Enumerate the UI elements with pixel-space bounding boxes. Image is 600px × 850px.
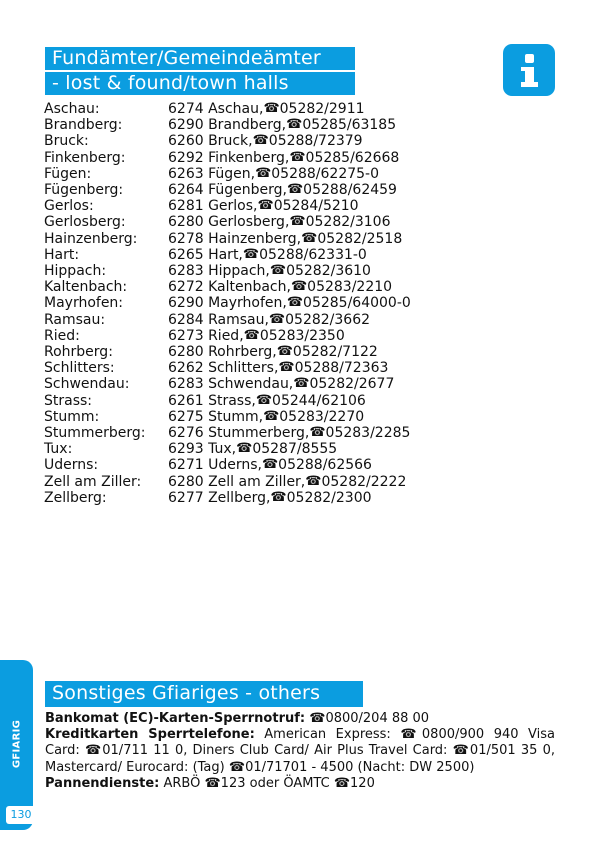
list-item <box>44 312 411 328</box>
list-item <box>44 295 411 311</box>
list-item <box>44 231 411 247</box>
town-phone: 05282/2300 <box>286 489 372 506</box>
town-name: Ried: <box>44 327 80 344</box>
town-address: 6281 Gerlos, <box>168 198 258 215</box>
amex-text: American Express: <box>254 727 401 743</box>
list-item <box>44 182 411 198</box>
diners-phone: 01/501 35 0 <box>469 743 551 759</box>
town-address: 6261 Strass, <box>168 392 256 409</box>
list-item <box>44 166 411 182</box>
credit-card-block <box>45 727 555 776</box>
phone-icon: ☎ <box>278 360 295 376</box>
town-phone: 05288/72379 <box>268 133 363 150</box>
phone-icon: ☎ <box>269 263 287 279</box>
town-phone: 05283/2270 <box>279 408 365 425</box>
phone-icon: ☎ <box>276 344 293 360</box>
phone-icon: ☎ <box>333 775 351 791</box>
town-address: 6280 Gerlosberg, <box>168 214 290 231</box>
list-item <box>44 214 411 230</box>
town-name: Schlitters: <box>44 360 115 377</box>
phone-icon: ☎ <box>452 743 470 759</box>
town-name: Bruck: <box>44 133 89 150</box>
phone-icon: ☎ <box>261 457 279 473</box>
phone-icon: ☎ <box>293 376 310 392</box>
bankomat-line <box>45 711 555 727</box>
town-name: Stummerberg: <box>44 425 146 442</box>
town-phone: 05282/3662 <box>285 311 371 328</box>
town-name: Tux: <box>44 441 73 458</box>
diners-text: , Diners Club Card/ Air Plus Travel Card: <box>183 743 453 759</box>
phone-icon: ☎ <box>252 133 269 149</box>
arbo-phone: 123 <box>220 775 246 791</box>
section-title-line1: Fundämter/Gemeindeämter <box>45 47 355 70</box>
list-item <box>44 393 411 409</box>
town-name: Stumm: <box>44 408 100 425</box>
town-phone: 05287/8555 <box>252 441 338 458</box>
town-phone: 05284/5210 <box>273 198 359 215</box>
town-name: Kaltenbach: <box>44 279 128 296</box>
town-phone: 05282/2677 <box>309 376 395 393</box>
phone-icon: ☎ <box>263 101 280 116</box>
phone-icon: ☎ <box>305 473 322 489</box>
town-address: 6277 Zellberg, <box>168 489 271 506</box>
visa-text: Visa Card: <box>45 727 555 759</box>
list-item <box>44 490 411 506</box>
town-phone: 05282/3106 <box>305 214 391 231</box>
town-name: Finkenberg: <box>44 149 126 166</box>
town-phone: 05285/63185 <box>302 117 397 134</box>
oamtc-phone: 120 <box>350 775 375 791</box>
phone-icon: ☎ <box>286 182 304 198</box>
list-item <box>44 328 411 344</box>
list-item <box>44 117 411 133</box>
town-phone: 05283/2285 <box>325 425 411 442</box>
town-name: Rohrberg: <box>44 344 113 361</box>
list-item <box>44 198 411 214</box>
town-name: Fügen: <box>44 165 92 182</box>
visa-phone: 01/711 11 0 <box>102 743 184 759</box>
phone-icon: ☎ <box>263 408 280 424</box>
town-address: 6290 Mayrhofen, <box>168 295 287 312</box>
pannen-label: Pannendienste: <box>45 775 160 791</box>
town-name: Mayrhofen: <box>44 295 124 312</box>
phone-icon: ☎ <box>204 775 221 791</box>
town-phone: 05282/2518 <box>317 230 403 247</box>
list-item <box>44 409 411 425</box>
town-name: Aschau: <box>44 101 100 117</box>
credit-label: Kreditkarten Sperrtelefone: <box>45 727 255 743</box>
town-phone: 05288/72363 <box>294 360 389 377</box>
town-address: 6260 Bruck, <box>168 133 253 150</box>
oamtc-text: oder ÖAMTC <box>245 775 334 791</box>
side-tab-label: GFIARIG <box>11 719 23 769</box>
town-phone: 05283/2350 <box>259 327 345 344</box>
town-address: 6293 Tux, <box>168 441 237 458</box>
list-item <box>44 360 411 376</box>
town-address: 6263 Fügen, <box>168 165 256 182</box>
town-name: Strass: <box>44 392 93 409</box>
town-phone: 05288/62275-0 <box>271 165 380 182</box>
phone-icon: ☎ <box>286 117 303 133</box>
phone-icon: ☎ <box>400 727 422 743</box>
town-phone: 05288/62459 <box>303 182 397 199</box>
phone-icon: ☎ <box>309 425 326 441</box>
town-address: 6284 Ramsau, <box>168 311 269 328</box>
town-phone: 05244/62106 <box>272 392 366 409</box>
town-name: Brandberg: <box>44 117 123 134</box>
town-address: 6290 Brandberg, <box>168 117 287 134</box>
side-tab <box>0 660 33 830</box>
town-phone: 05285/64000-0 <box>303 295 411 312</box>
list-item <box>44 344 411 360</box>
town-name: Hippach: <box>44 263 107 280</box>
others-section <box>45 711 555 792</box>
town-phone: 05282/2911 <box>279 101 365 117</box>
master-text: , Mastercard/ Eurocard: (Tag) <box>45 743 556 775</box>
town-address: 6278 Hainzenberg, <box>168 230 302 247</box>
phone-icon: ☎ <box>290 279 308 295</box>
town-phone: 05282/2222 <box>321 473 407 490</box>
town-name: Zell am Ziller: <box>44 473 142 490</box>
town-address: 6265 Hart, <box>168 246 243 263</box>
list-item <box>44 474 411 490</box>
phone-icon: ☎ <box>255 392 273 408</box>
arbo-text: ARBÖ <box>159 775 205 791</box>
town-phone: 05288/62566 <box>278 457 372 474</box>
town-address: 6262 Schlitters, <box>168 360 279 377</box>
town-hall-list <box>44 101 411 506</box>
town-address: 6280 Rohrberg, <box>168 344 277 361</box>
night-text: (Nacht: DW 2500) <box>353 759 475 775</box>
pannen-line <box>45 776 555 792</box>
town-name: Ramsau: <box>44 311 106 328</box>
town-name: Fügenberg: <box>44 182 124 199</box>
town-address: 6276 Stummerberg, <box>168 425 310 442</box>
town-address: 6272 Kaltenbach, <box>168 279 291 296</box>
town-address: 6292 Finkenberg, <box>168 149 290 166</box>
town-address: 6283 Schwendau, <box>168 376 294 393</box>
list-item <box>44 457 411 473</box>
list-item <box>44 101 411 117</box>
town-phone: 05285/62668 <box>305 149 400 166</box>
list-item <box>44 133 411 149</box>
town-name: Gerlos: <box>44 198 94 215</box>
town-phone: 05282/7122 <box>292 344 378 361</box>
phone-icon: ☎ <box>236 441 253 457</box>
town-name: Hainzenberg: <box>44 230 138 247</box>
master-phone: 01/71701 - 4500 <box>245 759 354 775</box>
phone-icon: ☎ <box>228 759 246 775</box>
town-phone: 05282/3610 <box>286 263 371 280</box>
phone-icon: ☎ <box>286 295 304 311</box>
bankomat-phone: 0800/204 88 00 <box>325 711 430 726</box>
list-item <box>44 247 411 263</box>
list-item <box>44 425 411 441</box>
phone-icon: ☎ <box>301 230 318 246</box>
town-phone: 05283/2210 <box>307 279 393 296</box>
list-item <box>44 279 411 295</box>
town-address: 6274 Aschau, <box>168 101 264 117</box>
amex-phone: 0800/900 940 <box>421 727 519 743</box>
list-item <box>44 263 411 279</box>
phone-icon: ☎ <box>257 198 274 214</box>
phone-icon: ☎ <box>242 246 260 262</box>
list-item <box>44 441 411 457</box>
town-name: Zellberg: <box>44 489 107 506</box>
list-item <box>44 376 411 392</box>
town-address: 6275 Stumm, <box>168 408 264 425</box>
town-phone: 05288/62331-0 <box>259 246 367 263</box>
phone-icon: ☎ <box>243 327 260 343</box>
bankomat-label: Bankomat (EC)-Karten-Sperrnotruf: <box>45 711 306 726</box>
list-item <box>44 150 411 166</box>
town-address: 6264 Fügenberg, <box>168 182 287 199</box>
town-name: Hart: <box>44 246 80 263</box>
section-title-line2: - lost & found/town halls <box>45 72 355 95</box>
phone-icon: ☎ <box>309 711 326 726</box>
phone-icon: ☎ <box>289 149 306 165</box>
phone-icon: ☎ <box>289 214 306 230</box>
town-address: 6280 Zell am Ziller, <box>168 473 306 490</box>
town-address: 6283 Hippach, <box>168 263 270 280</box>
others-title: Sonstiges Gfiariges - others <box>45 681 363 707</box>
page-number: 130 <box>6 806 36 824</box>
town-address: 6273 Ried, <box>168 327 244 344</box>
phone-icon: ☎ <box>255 165 272 181</box>
town-name: Gerlosberg: <box>44 214 126 231</box>
town-address: 6271 Uderns, <box>168 457 262 474</box>
phone-icon: ☎ <box>268 311 286 327</box>
town-name: Uderns: <box>44 457 99 474</box>
phone-icon: ☎ <box>85 743 103 759</box>
phone-icon: ☎ <box>270 489 287 505</box>
info-icon <box>503 44 555 96</box>
town-name: Schwendau: <box>44 376 130 393</box>
